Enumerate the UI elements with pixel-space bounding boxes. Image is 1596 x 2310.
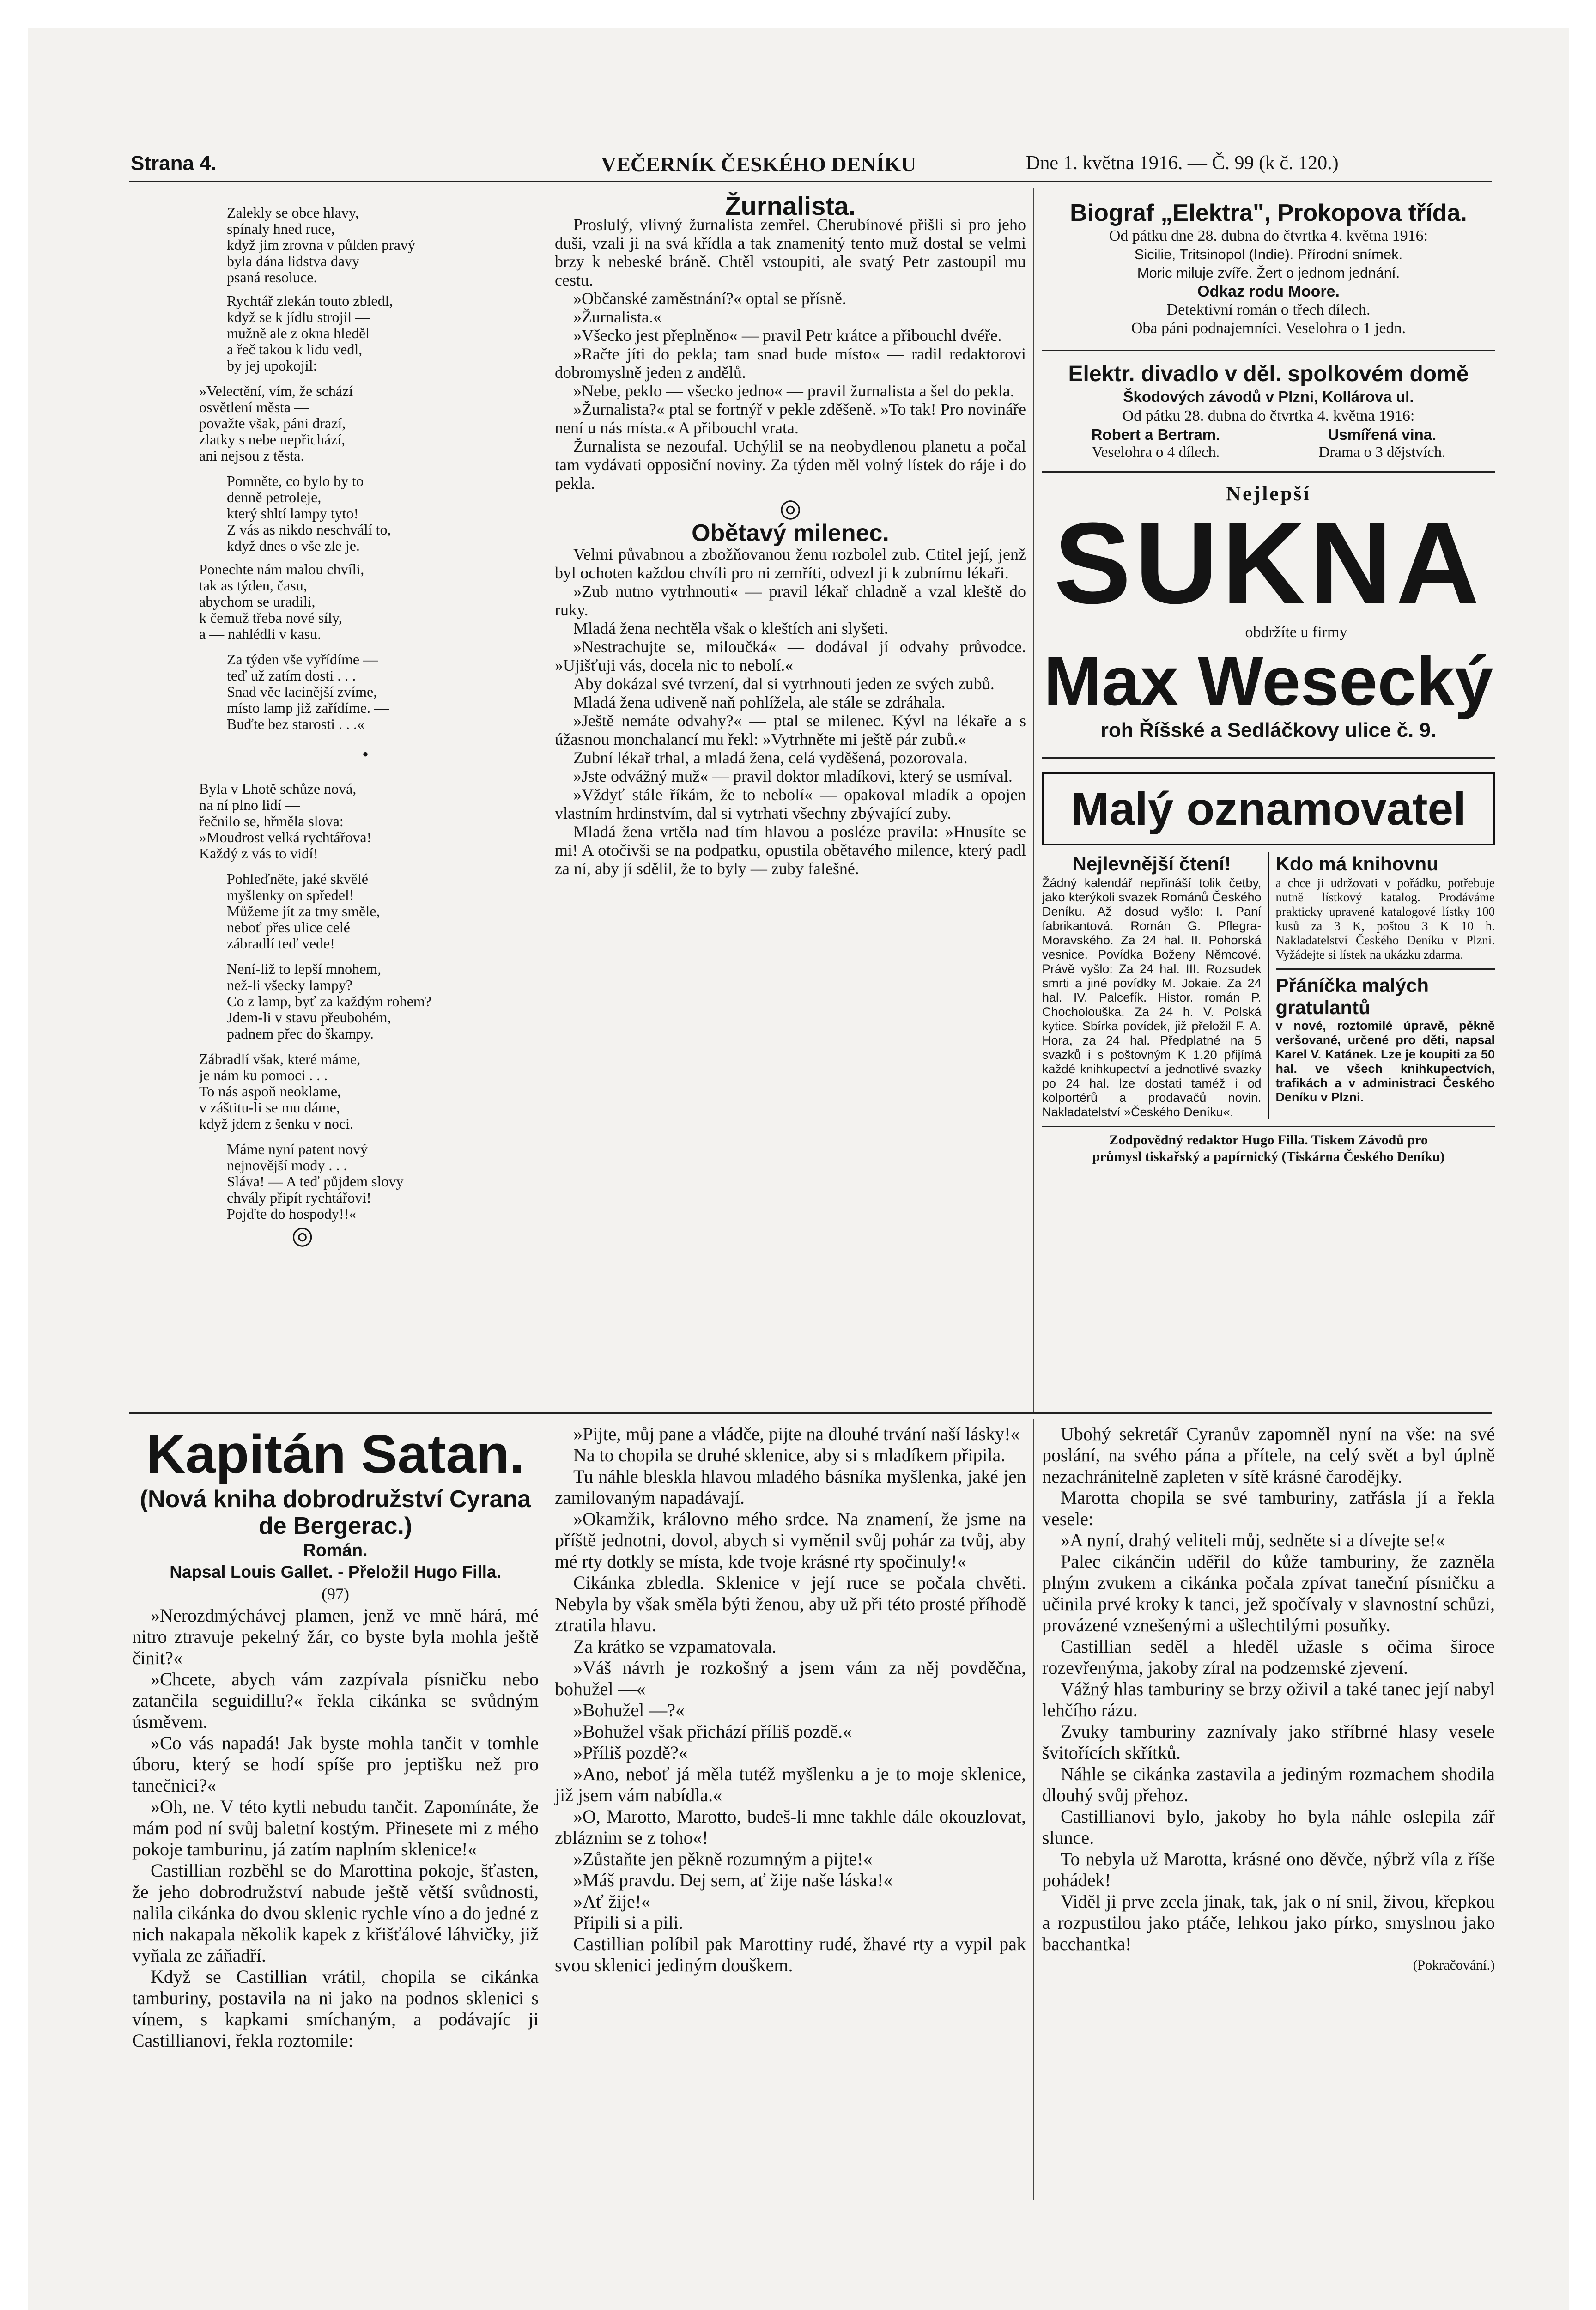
column-divider [1033, 1419, 1034, 2200]
text-line: Viděl ji prve zcela jinak, tak, jak o ní snil, živou, křepkou a rozpustilou jako ptáče, lehkou jako pírko, smyslnou jako bacchantka! [1042, 1891, 1495, 1954]
article-title-zurnalista: Žurnalista. [725, 191, 856, 220]
newspaper-page [28, 28, 1569, 2310]
text-line: neboť přes ulice celé [227, 919, 350, 936]
continuation-note: (Pokračování.) [1413, 1957, 1495, 1973]
text-line: Robert a Bertram. [1091, 426, 1220, 443]
biograf-info [1042, 227, 1495, 338]
serial-column-3 [1042, 1423, 1495, 1976]
text-line: Mladá žena vrtěla nad tím hlavou a posléze pravila: »Hnusíte se mi! A otočivši se na podpatku, opustila obětavého milence, který padl za ní, aby jí sdělil, že to byly — zuby falešné. [555, 822, 1026, 878]
text-line: Když se Castillian vrátil, chopila se cikánka tamburiny, postavila na ni jako na podnos sklenici s vínem, s kapkami smíchaným, a podávajíc ji Castillianovi, řekla roztomile: [132, 1966, 539, 2051]
serial-author: Napsal Louis Gallet. - Přeložil Hugo Filla. [170, 1562, 501, 1581]
text-line: Nejlevnější čtení! [1072, 853, 1231, 875]
text-line: když jim zrovna v půlden pravý [227, 237, 415, 253]
text-line: »Vždyť stále říkám, že to nebolí« — opakoval mladík a opojen vlastním hrdinstvím, dal si vytrhati všechny zbývající zuby. [555, 785, 1026, 822]
text-line: než-li všecky lampy? [227, 977, 352, 993]
text-line: zábradlí teď vede! [227, 935, 335, 952]
poem-stanza [199, 473, 532, 554]
text-line: Sicilie, Tritsinopol (Indie). Přírodní snímek. [1134, 246, 1403, 262]
section-rule [129, 1412, 1492, 1414]
text-line: Vážný hlas tamburiny se brzy oživil a také tanec její nabyl lehčího rázu. [1042, 1678, 1495, 1720]
text-line: »Chcete, abych vám zazpívala písničku nebo zatančila seguidillu?« řekla cikánka se svůdným úsměvem. [132, 1669, 539, 1732]
text-line: Každý z vás to vidí! [199, 845, 318, 862]
text-line: Kdo má knihovnu [1275, 853, 1438, 875]
divadlo-plays [1042, 426, 1495, 461]
text-line: »Bohužel však přichází příliš pozdě.« [573, 1721, 852, 1742]
sukna-firm-label: obdržíte u firmy [1245, 624, 1347, 641]
classified-right [1269, 852, 1495, 1119]
text-line: Veselohra o 4 dílech. [1092, 444, 1220, 461]
classifieds [1042, 852, 1495, 1119]
text-line: je nám ku pomoci . . . [199, 1067, 328, 1083]
text-line: Proslulý, vlivný žurnalista zemřel. Cherubínové přišli si pro jeho duši, vzali ji na svá křídla a tak znamenitý tento muž dostal se velmi brzy k nebeské bráně. Chtěl vstoupiti, ale svatý Petr zastoupil mu cestu. [555, 215, 1026, 289]
text-line: »Žurnalista?« ptal se fortnýř v pekle zděšeně. »To tak! Pro novináře není u nás místa.« A přibouchl vrata. [555, 400, 1026, 437]
text-line: »Nebe, peklo — všecko jedno« — pravil žurnalista a šel do pekla. [573, 382, 1014, 400]
text-line: Castillian políbil pak Marottiny rudé, žhavé rty a vypil pak svou sklenici jediným douškem. [555, 1933, 1026, 1976]
text-line: »Moudrost velká rychtářova! [199, 829, 372, 845]
text-line: »Zůstaňte jen pěkně rozumným a pijte!« [573, 1848, 873, 1869]
text-line: Z vás as nikdo neschválí to, [227, 521, 391, 538]
text-line: Můžeme jít za tmy směle, [227, 903, 380, 919]
text-line: »Ještě nemáte odvahy?« — ptal se milenec. Kývl na lékaře a s úžasnou monchalancí mu řekl: »Vytrhněte mi ještě pár zubů.« [555, 711, 1026, 748]
text-line: To nebyla už Marotta, krásné ono děvče, nýbrž víla z říše pohádek! [1042, 1848, 1495, 1891]
poem-stanza [199, 561, 532, 642]
text-line: Sláva! — A teď půjdem slovy [227, 1173, 404, 1190]
ornament-icon: ◎ [291, 1222, 314, 1249]
text-line: Jdem-li v stavu přeubohém, [227, 1009, 391, 1026]
text-line: »Co vás napadá! Jak byste mohla tančit v tomhle úboru, který se hodí spíše pro jeptišku než pro tanečnici?« [132, 1732, 539, 1796]
text-line: »O, Marotto, Marotto, budeš-li mne takhle dále okouzlovat, zbláznim se z toho«! [555, 1806, 1026, 1848]
text-line: když jdem z šenku v noci. [199, 1115, 354, 1132]
poem-stanza [199, 781, 532, 862]
text-line: Pojďte do hospody!!« [227, 1205, 357, 1222]
text-line: Velmi půvabnou a zbožňovanou ženu rozbolel zub. Ctitel její, jenž byl ochoten každou chvíli pro ni zemříti, odvezl ji k zubnímu lékaři. [555, 545, 1026, 582]
text-line: považte však, páni drazí, [199, 415, 346, 432]
text-line: když dnes o vše zle je. [227, 537, 360, 554]
ads-column [1042, 199, 1495, 1165]
divadlo-subtitle: Škodových závodů v Plzni, Kollárova ul. [1123, 388, 1414, 405]
text-line: denně petroleje, [227, 489, 322, 505]
firm-name: Max Wesecký [1044, 642, 1493, 720]
text-line: »Občanské zaměstnání?« optal se přísně. [573, 289, 846, 308]
text-line: »Nerozdmýchávej plamen, jenž ve mně hárá, mé nitro ztravuje pekelný žár, co byste byla mohla ještě činit?« [132, 1605, 539, 1668]
text-line: Palec cikánčin uděřil do kůže tamburiny, že zazněla plným zvukem a cikánka počala zpívat taneční písničku a učinila prvé kroky k tanci, jež spočívaly v slavnostní schůzi, provázené vznešenými a ušlechtilými posuňky. [1042, 1551, 1495, 1635]
text-line: »Pijte, můj pane a vládče, pijte na dlouhé trvání naší lásky!« [573, 1423, 1020, 1444]
text-line: »Žurnalista.« [573, 308, 661, 326]
text-line: Moric miluje zvíře. Žert o jednom jednání. [1137, 265, 1400, 281]
text-line: Co z lamp, byť za každým rohem? [227, 993, 431, 1009]
serial-title: Kapitán Satan. [146, 1424, 525, 1485]
text-line: Aby dokázal své tvrzení, dal si vytrhnouti jeden ze svých zubů. [573, 675, 995, 693]
text-line: osvětlení města — [199, 399, 309, 415]
poem-stanza [199, 871, 532, 952]
text-line: »Všecko jest přeplněno« — pravil Petr krátce a přibouchl dvéře. [573, 326, 1002, 345]
oznamovatel-title: Malý oznamovatel [1071, 783, 1466, 835]
text-line: myšlenky on spředel! [227, 887, 354, 903]
text-line: by jej upokojil: [227, 357, 317, 374]
text-line: a chce ji udržovati v pořádku, potřebuje nutně lístkový katalog. Prodáváme prakticky upravené katalogové lístky 100 kusů za 3 K, poštou 3 K 10 h. Nakladatelství Českého Deníku v Plzni. Vyžádejte si lístek na ukázku zdarma. [1275, 876, 1495, 961]
article-zurnalista [555, 215, 1026, 492]
text-line: Zalekly se obce hlavy, [227, 204, 359, 221]
text-line: v nové, roztomilé úpravě, pěkně veršované, určené pro děti, napsal Karel V. Katánek. Lze je koupiti za 50 hal. ve všech knihkupectvích, trafikách a v administraci Českého Deníku v Plzni. [1275, 1019, 1495, 1104]
text-line: To nás aspoň neoklame, [199, 1083, 341, 1100]
serial-column-2 [555, 1423, 1026, 1976]
serial-column-1 [132, 1423, 539, 2051]
text-line: »Nestrachujte se, miloučká« — dodával jí odvahy průvodce. »Ujišťuji vás, docela nic to nebolí.« [555, 638, 1026, 675]
short-stories-column [555, 191, 1026, 878]
text-line: byla dána lidstva davy [227, 253, 360, 269]
text-line: Není-liž to lepší mnohem, [227, 960, 382, 977]
classified-cteni [1042, 852, 1269, 1119]
text-line: k čemuž třeba nové síly, [199, 609, 342, 626]
text-line: Rychtář zlekán touto zbledl, [227, 292, 393, 309]
text-line: Ponechte nám malou chvíli, [199, 561, 364, 578]
text-line: Zvuky tamburiny zaznívaly jako stříbrné hlasy vesele švitořících skřítků. [1042, 1721, 1495, 1763]
text-line: »Ať žije!« [573, 1891, 651, 1912]
text-line: Marotta chopila se své tamburiny, zatřásla jí a řekla vesele: [1042, 1487, 1495, 1529]
text-line: »Bohužel —?« [573, 1700, 685, 1720]
text-line: místo lamp již zařídíme. — [227, 699, 389, 716]
text-line: abychom se uradili, [199, 593, 316, 610]
text-line: »Máš pravdu. Dej sem, ať žije naše láska!« [573, 1870, 893, 1891]
firm-address: roh Říšské a Sedláčkovy ulice č. 9. [1100, 719, 1437, 742]
text-line: »Okamžik, královno mého srdce. Na znamení, že jsme na příště jednotni, dovol, abych si vyměnil svůj pohár za tvůj, aby mé rty dotkly se místa, kde tvoje krásné rty spočinuly!« [555, 1508, 1026, 1572]
text-line: Mladá žena nechtěla však o kleštích ani slyšeti. [573, 619, 888, 638]
text-line: Castillianovi bylo, jakoby ho byla náhle oslepila zář slunce. [1042, 1806, 1495, 1848]
poem-stanza [199, 651, 532, 732]
divadlo-title: Elektr. divadlo v děl. spolkovém domě [1068, 362, 1469, 386]
text-line: v záštitu-li se mu dáme, [199, 1099, 340, 1116]
text-line: »Jste odvážný muž« — pravil doktor mladíkovi, který se usmíval. [573, 767, 1013, 785]
text-line: řečnilo se, hřměla slova: [199, 813, 344, 829]
poem [199, 204, 532, 1249]
article-title-milenec: Obětavý milenec. [692, 520, 889, 547]
text-line: Castillian rozběhl se do Marottina pokoje, šťasten, že jeho dobrodružství nabude ještě větší svůdnosti, nalila cikánka do dvou sklenic rychle víno a do jedné z nich nakapala několik kapek z křišťálové láhvičky, již vyňala ze záňadří. [132, 1860, 539, 1966]
biograf-title: Biograf „Elektra", Prokopova třída. [1070, 200, 1467, 226]
text-line: Na to chopila se druhé sklenice, aby si s mladíkem připila. [573, 1445, 1006, 1465]
text-line: Drama o 3 dějstvích. [1318, 444, 1446, 461]
text-line: Buďte bez starosti . . .« [227, 716, 364, 732]
poem-stanza [199, 205, 532, 286]
text-line: Zubní lékař trhal, a mladá žena, celá vyděšená, pozorovala. [573, 748, 968, 767]
text-line: Žádný kalendář nepřináší tolik četby, jako kterýkoli svazek Románů Českého Deníku. Až dosud vyšlo: I. Paní fabrikantová. Román G. Pflegra-Moravského. Za 24 hal. II. Pohorská vesnice. Povídka Boženy Němcové. Právě vyšlo: Za 24 hal. III. Rozsudek smrti a jiné povídky M. Jokaie. Za 24 hal. IV. Palcefík. Histor. román P. Chocholouška. Za 24 h. V. Polská kytice. Sbírka povídek, již přeložil F. A. Hora, za 24 hal. Předplatné na 5 svazků i s poštovným K 1.20 přijímá každé knihkupectví a jednotlivé svazky po 24 hal. lze dostati taméž i od kolportérů a prodavačů novin. Nakladatelství »Českého Deníku«. [1042, 876, 1262, 1119]
text-line: Byla v Lhotě schůze nová, [199, 780, 357, 797]
text-line: »Příliš pozdě?« [573, 1742, 688, 1763]
text-line: Náhle se cikánka zastavila a jediným rozmachem shodila dlouhý svůj přehoz. [1042, 1763, 1495, 1805]
text-line: Usmířená vina. [1328, 426, 1437, 443]
text-line: psaná resoluce. [227, 269, 317, 286]
serial-genre: Román. [303, 1541, 368, 1560]
text-line: Od pátku dne 28. dubna do čtvrtka 4. května 1916: [1109, 227, 1428, 244]
text-line: Přáníčka malých gratulantů [1275, 974, 1429, 1018]
serial-subtitle: (Nová kniha dobrodružství Cyrana de Bergerac.) [140, 1486, 531, 1539]
text-line: »Velectění, vím, že schází [199, 383, 353, 399]
text-line: Mladá žena udiveně naň pohlížela, ale stále se zdráhala. [573, 693, 946, 711]
text-line: Cikánka zbledla. Sklenice v její ruce se počala chvěti. Nebyla by však směla býti ženou, aby už při této prosté příhodě ztratila hlavu. [555, 1572, 1026, 1635]
issue-date: Dne 1. května 1916. — Č. 99 (k č. 120.) [1026, 152, 1339, 174]
impressum [1042, 1132, 1495, 1165]
text-line: Zodpovědný redaktor Hugo Filla. Tiskem Závodů pro [1109, 1132, 1428, 1148]
text-line: Žurnalista se nezoufal. Uchýlil se na neobydlenou planetu a počal tam vydávati opposiční noviny. Za týden měl volný lístek do ráje i do pekla. [555, 437, 1026, 492]
text-line: »Ano, neboť já měla tutéž myšlenku a je to moje sklenice, již jsem vám nabídla.« [555, 1763, 1026, 1805]
text-line: »Váš návrh je rozkošný a jsem vám za něj povděčna, bohužel —« [555, 1657, 1026, 1699]
poem-stanza [199, 383, 532, 464]
text-line: ani nejsou z těsta. [199, 447, 304, 464]
text-line: Castillian seděl a hleděl užasle s očima široce rozevřenýma, jakoby zíral na podzemské zjevení. [1042, 1636, 1495, 1678]
text-line: Zábradlí však, které máme, [199, 1051, 361, 1067]
text-line: »Oh, ne. V této kytli nebudu tančit. Zapomínáte, že mám pod ní svůj baletní kostým. Přinesete mi z mého pokoje tamburinu, já zatím naplním sklenice!« [132, 1796, 539, 1860]
text-line: spínaly hned ruce, [227, 220, 335, 237]
serial-number: (97) [322, 1585, 349, 1603]
text-line: Ubohý sekretář Cyranův zapomněl nyní na vše: na své poslání, na svého pána a přítele, na celý svět a byl úplně nezachránitelně zapleten v sítě krásné čarodějky. [1042, 1423, 1495, 1487]
poem-stanza [199, 961, 532, 1042]
text-line: tak as týden, času, [199, 577, 307, 594]
text-line: Detektivní román o třech dílech. [1166, 301, 1371, 318]
poem-stanza [199, 293, 532, 374]
text-line: chvály připít rychtářovi! [227, 1189, 371, 1206]
text-line: Připili si a pili. [573, 1912, 683, 1933]
text-line: který shltí lampy tyto! [227, 505, 359, 522]
text-line: zlatky s nebe nepřichází, [199, 431, 346, 448]
star-separator: • [362, 744, 369, 765]
page-number: Strana 4. [131, 152, 217, 175]
header-rule [129, 181, 1492, 182]
text-line: nejnovější mody . . . [227, 1157, 347, 1173]
text-line: Pohleďněte, jaké skvělé [227, 870, 368, 887]
text-line: Pomněte, co bylo by to [227, 473, 364, 489]
oznamovatel-banner [1042, 772, 1495, 845]
text-line: Snad věc lacinější zvíme, [227, 683, 377, 700]
poem-stanza [199, 1141, 532, 1222]
text-line: průmysl tiskařský a papírnický (Tiskárna Českého Deníku) [1092, 1149, 1445, 1164]
ornament-icon: ◎ [779, 494, 801, 522]
text-line: na ní plno lidí — [199, 796, 300, 813]
masthead: VEČERNÍK ČESKÉHO DENÍKU [601, 152, 916, 176]
text-line: mužně ale z okna hleděl [227, 325, 370, 341]
sukna-top: Nejlepší [1226, 482, 1311, 505]
text-line: padnem přec do škampy. [227, 1025, 374, 1042]
text-line: Máme nyní patent nový [227, 1141, 368, 1157]
text-line: »Zub nutno vytrhnouti« — pravil lékař chladně a vzal kleště do ruky. [555, 582, 1026, 619]
text-line: Tu náhle bleskla hlavou mladého básníka myšlenka, jaké jen zamilovaným napadávají. [555, 1466, 1026, 1508]
poem-stanza [199, 1051, 532, 1132]
text-line: Za krátko se vzpamatovala. [573, 1636, 777, 1657]
text-line: Oba páni podnajemníci. Veselohra o 1 jedn. [1131, 320, 1406, 337]
text-line: »Račte jíti do pekla; tam snad bude místo« — radil redaktorovi dobromyslně jeden z andělů. [555, 345, 1026, 382]
text-line: Za týden vše vyřídíme — [227, 651, 378, 668]
text-line: »A nyní, drahý veliteli můj, sedněte si a dívejte se!« [1061, 1530, 1445, 1550]
divadlo-date: Od pátku 28. dubna do čtvrtka 4. května 1916: [1122, 407, 1415, 425]
sukna-word: SUKNA [1054, 498, 1483, 627]
text-line: teď už zatím dosti . . . [227, 667, 356, 684]
column-divider [1033, 188, 1034, 1412]
text-line: Odkaz rodu Moore. [1197, 283, 1340, 300]
text-line: a — nahlédli v kasu. [199, 626, 321, 642]
text-line: když se k jídlu strojil — [227, 309, 370, 325]
article-milenec [555, 545, 1026, 878]
text-line: a řeč takou k lidu vedl, [227, 341, 363, 358]
